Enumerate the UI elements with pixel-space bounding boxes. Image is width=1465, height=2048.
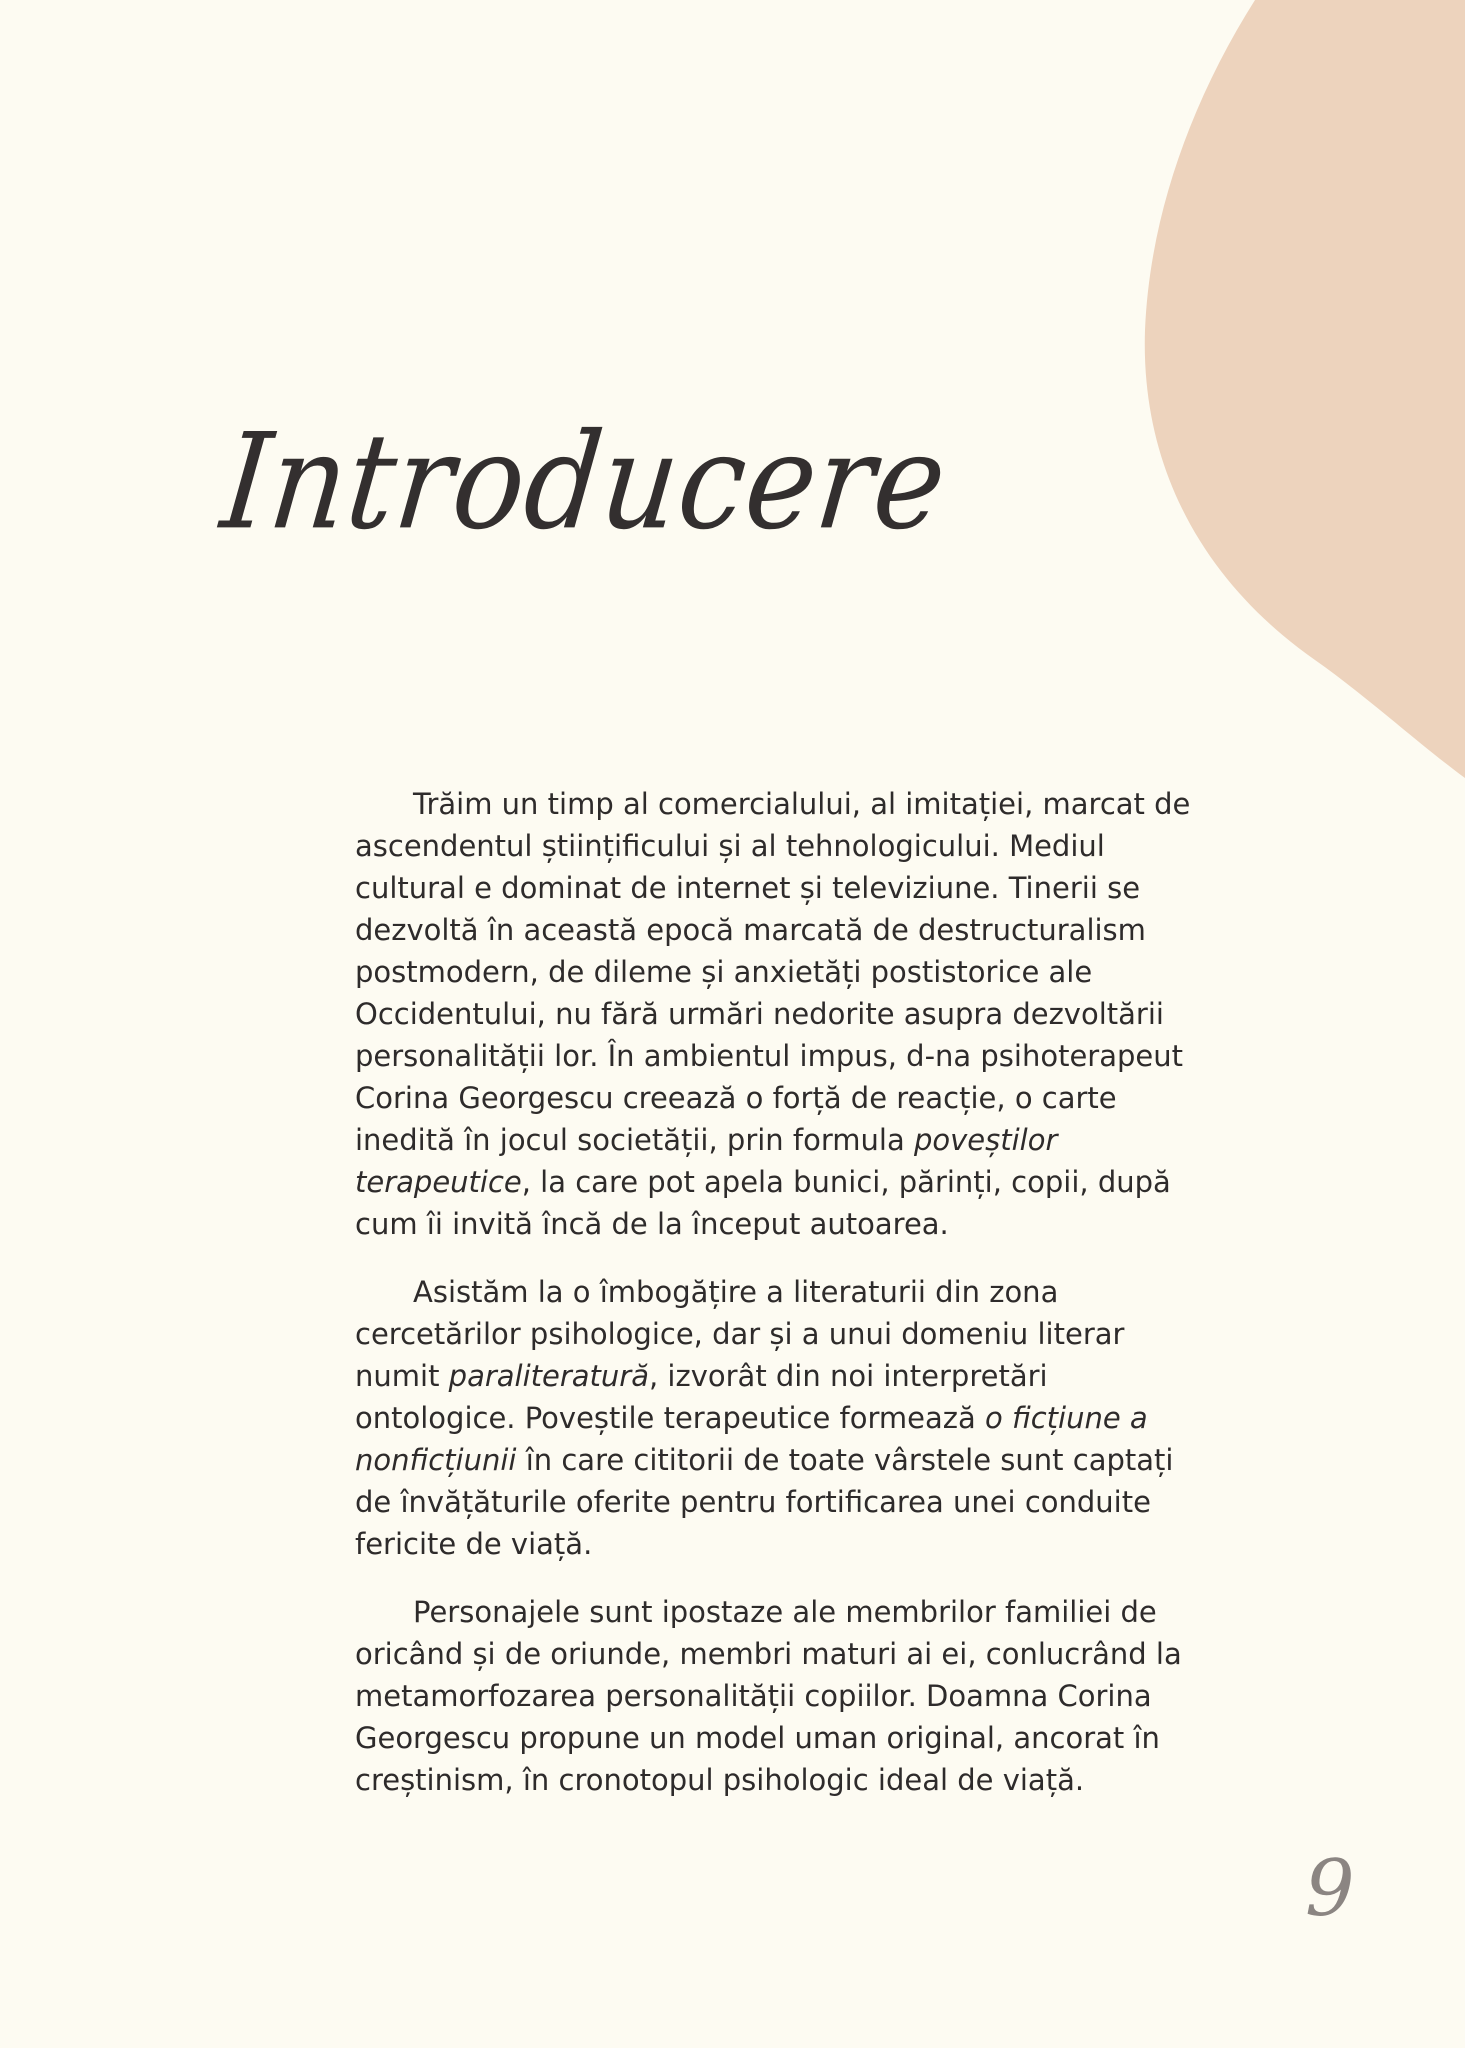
blob-path [1145,0,1465,778]
paragraph-2-emphasis-2: o ficțiune a nonficțiunii [355,1401,1148,1477]
paragraph-2-text-end: în care cititorii de toate vârstele sunt captați de învățăturile oferite pentru fortificarea unei conduite fericite de viață. [355,1443,1174,1561]
paragraph-1-text-end: , la care pot apela bunici, părinți, copii, după cum îi invită încă de la început autoarea. [355,1165,1171,1241]
paragraph-3: Personajele sunt ipostaze ale membrilor familiei de oricând și de oriunde, membri maturi ai ei, conlucrând la metamorfozarea personalității copiilor. Doamna Corina Georgescu propune un model uman original, ancorat în creștinism, în cronotopul psihologic ideal de viață. [355,1595,1182,1797]
paragraph-1-text-start: Trăim un timp al comercialului, al imitației, marcat de ascendentul științificului și al tehnologicului. Mediul cultural e dominat de internet și televiziune. Tinerii se dezvoltă în această epocă marcată de destructuralism postmodern, de dileme și anxietăți postistorice ale Occidentului, nu fără urmări nedorite asupra dezvoltării personalității lor. În ambientul impus, d-na psihoterapeut Corina Georgescu creează o forță de reacție, o carte inedită în jocul societății, prin formula [355,787,1191,1157]
paragraph-1-emphasis: poveștilor terapeutice [355,1123,1058,1199]
paragraph-2 [355,1271,1215,1565]
paragraph-2-text-middle: , izvorât din noi interpretări ontologice. Poveștile terapeutice formează [355,1359,1048,1435]
paragraph-2-text-start: Asistăm la o îmbogățire a literaturii din zona cercetărilor psihologice, dar și a unui domeniu literar numit [355,1275,1125,1393]
page-number: 9 [1305,1844,1355,1934]
page-title: Introducere [215,404,954,559]
paragraph-2-emphasis: paraliteratură [448,1359,649,1393]
body-text [355,783,1215,1827]
paragraph-1 [355,783,1215,1245]
